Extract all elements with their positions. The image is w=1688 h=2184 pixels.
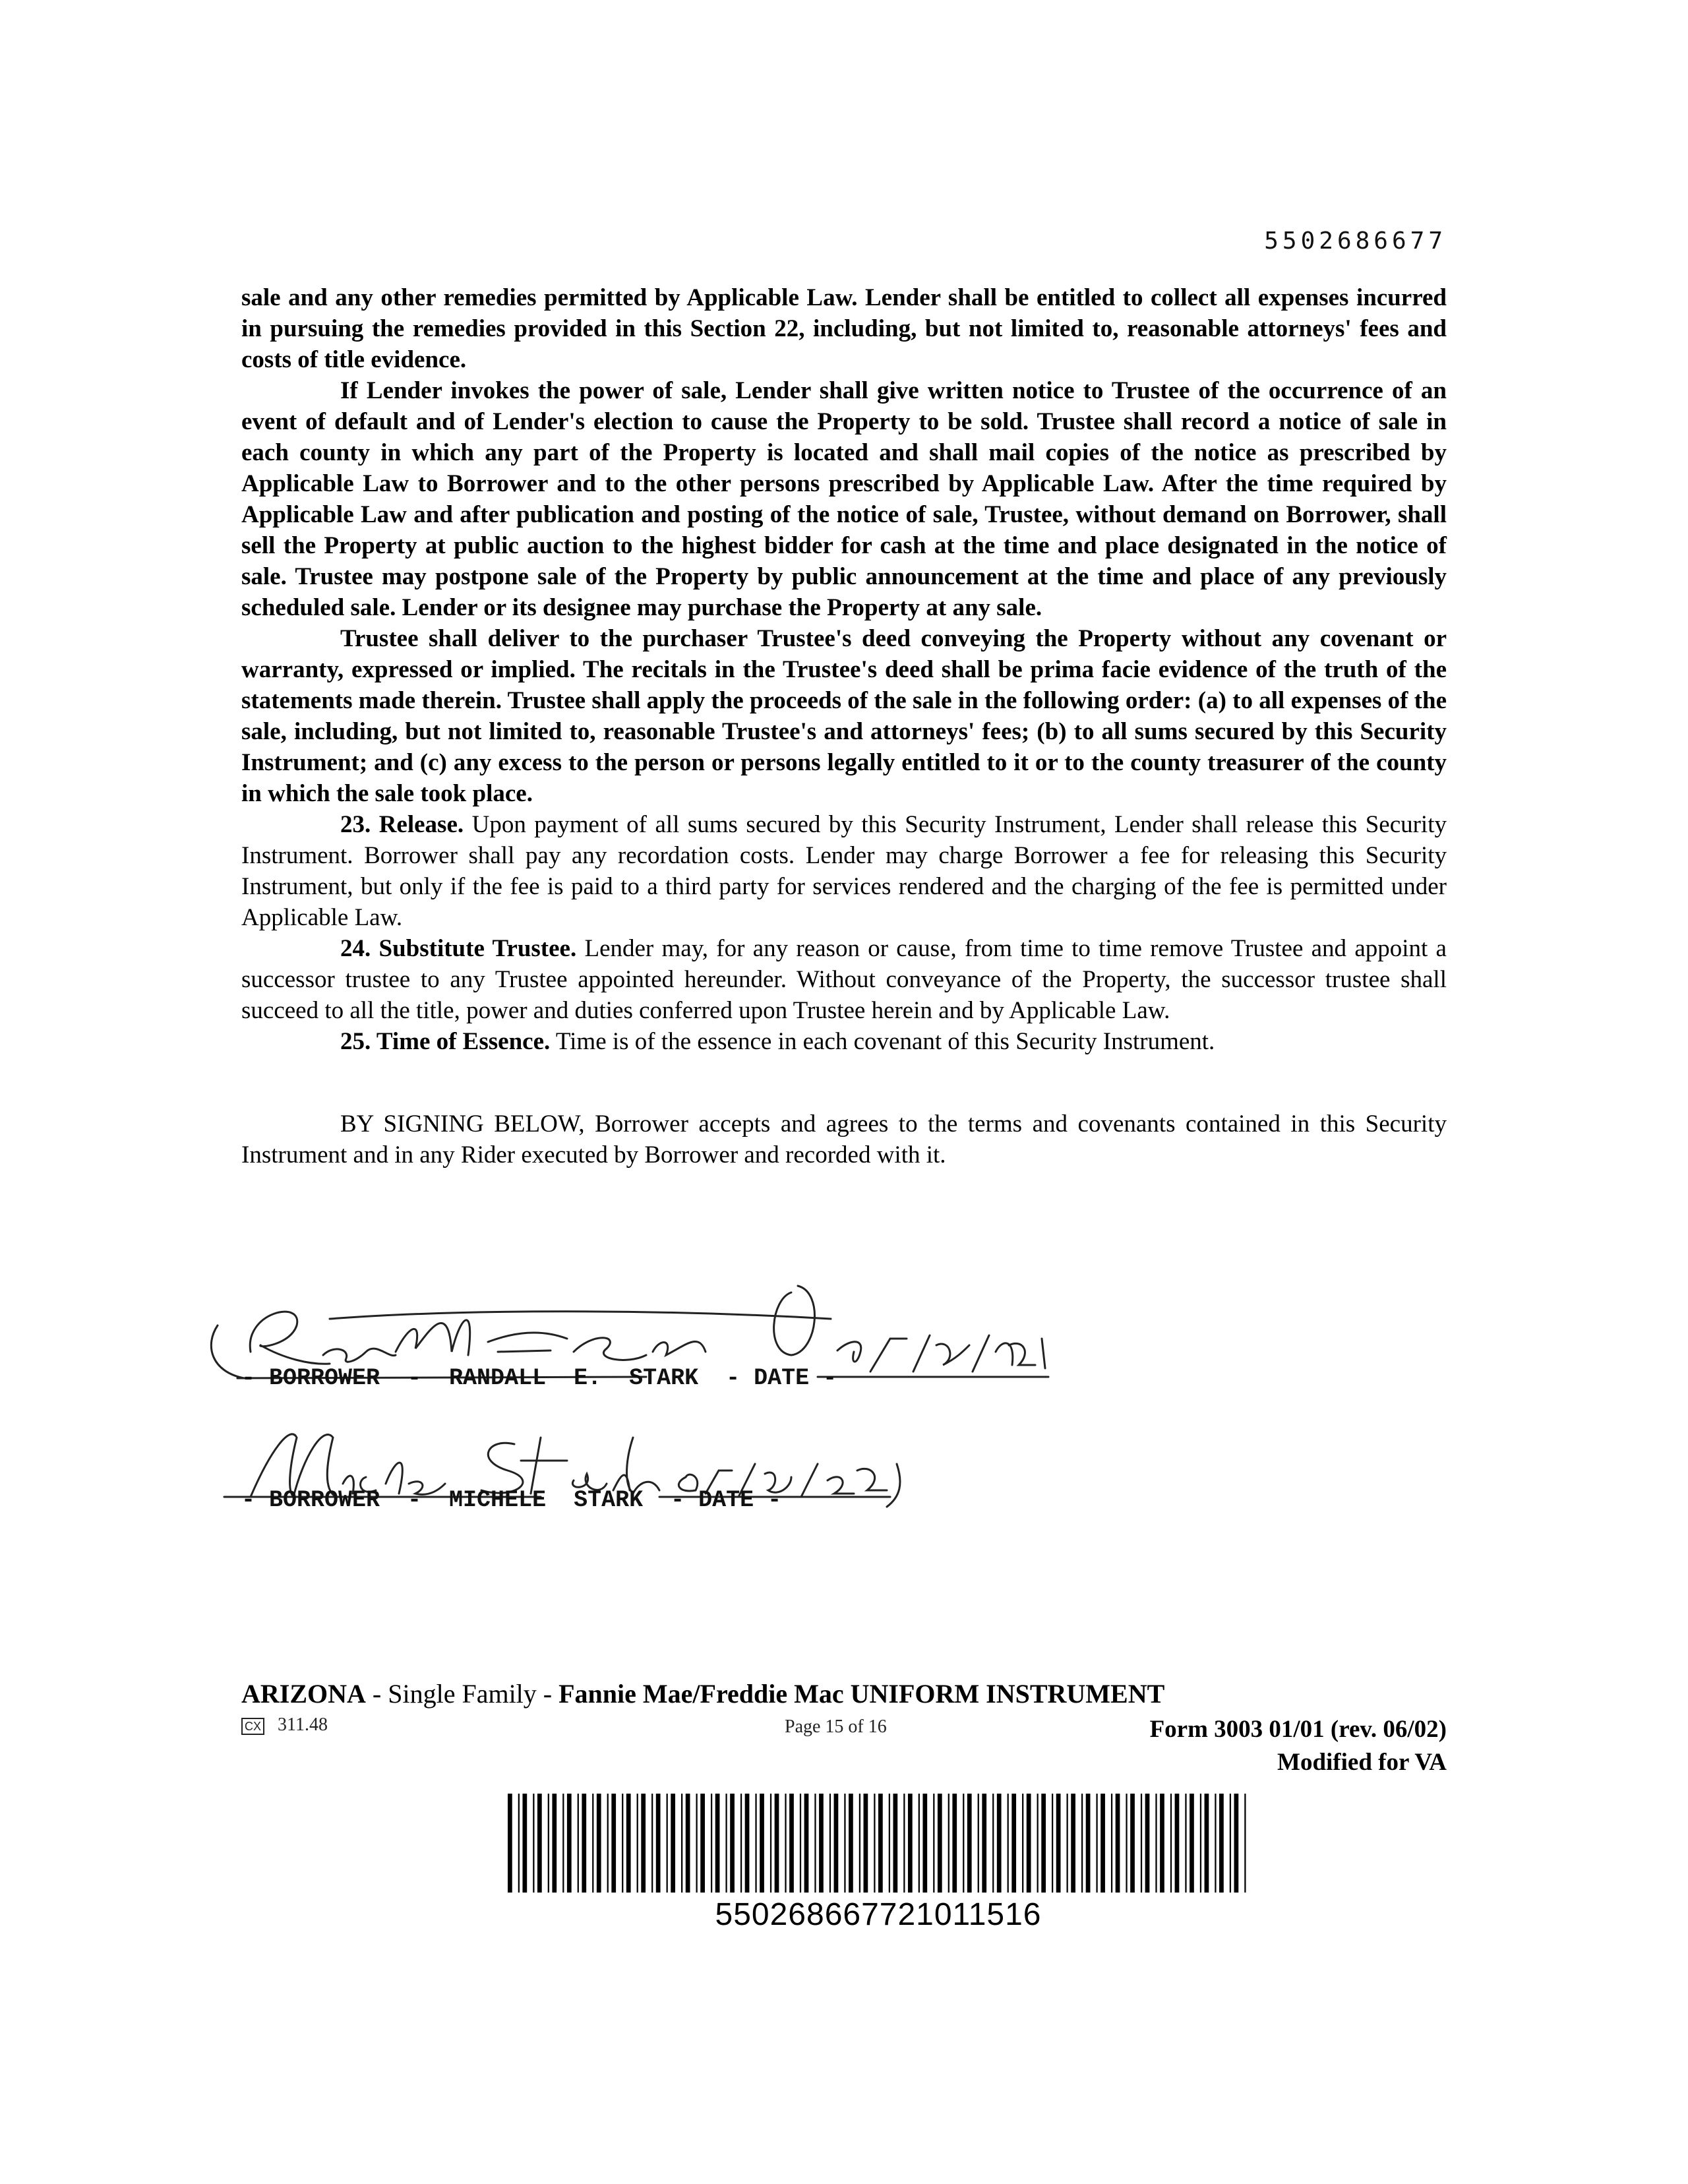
- barcode-bar: [755, 1794, 756, 1893]
- barcode-bar: [1175, 1794, 1180, 1893]
- barcode-bar: [1160, 1794, 1164, 1893]
- signature-caption-randall: - BORROWER - RANDALL E. STARK - DATE -: [241, 1365, 837, 1391]
- barcode-bar: [864, 1794, 868, 1893]
- barcode-bar: [814, 1794, 816, 1893]
- barcode-bar: [1071, 1794, 1075, 1893]
- barcode-bar: [578, 1794, 579, 1893]
- barcode-bar: [1052, 1794, 1053, 1893]
- footer-state: ARIZONA: [241, 1679, 366, 1709]
- barcode-bar: [997, 1794, 1002, 1893]
- barcode-bar: [785, 1794, 786, 1893]
- barcode-bar: [696, 1794, 698, 1893]
- paragraph-power-of-sale: If Lender invokes the power of sale, Lender shall give written notice to Trustee of the occurrence of an event of default and of Lender's election to cause the Property to be sold. Trustee shall record a notice of sale in each county in which any part of the Property is located and shall mail copies of the notice as prescribed by Applicable Law to Borrower and to the other persons prescribed by Applicable Law. After the time required by Applicable Law and after publication and posting of the notice of sale, Trustee, without demand on Borrower, shall sell the Property at public auction to the highest bidder for cash at the time and place designated in the notice of sale. Trustee may postpone sale of the Property by public announcement at the time and place of any previously scheduled sale. Lender or its designee may purchase the Property at any sale.: [241, 377, 1447, 621]
- barcode-bar: [1126, 1794, 1127, 1893]
- barcode-bar: [651, 1794, 653, 1893]
- signature-block-randall: [198, 1273, 1055, 1391]
- barcode-bar: [844, 1794, 845, 1893]
- barcode-bar: [1234, 1794, 1239, 1893]
- section-24-text: Lender may, for any reason or cause, from time to time remove Trustee and appoint a successor trustee to any Trustee appointed hereunder. Without conveyance of the Property, the successor trustee shall succeed to all the title, power and duties conferred upon Trustee herein and by Applicable Law.: [241, 935, 1447, 1024]
- barcode-bar: [1086, 1794, 1091, 1893]
- signature-caption-michele: - BORROWER - MICHELE STARK - DATE -: [241, 1487, 782, 1513]
- barcode-bar: [1200, 1794, 1201, 1893]
- barcode-bar: [552, 1794, 557, 1893]
- barcode-bar: [819, 1794, 824, 1893]
- barcode-bar: [715, 1794, 720, 1893]
- barcode-bar: [522, 1794, 527, 1893]
- barcode-bar: [711, 1794, 712, 1893]
- barcode-bar: [607, 1794, 609, 1893]
- barcode-bar: [992, 1794, 994, 1893]
- barcode-bar: [1008, 1794, 1009, 1893]
- barcode-bar: [1185, 1794, 1186, 1893]
- footer-program: Fannie Mae/Freddie Mac UNIFORM INSTRUMENT: [558, 1679, 1165, 1709]
- barcode-bar: [533, 1794, 534, 1893]
- barcode-bar: [1100, 1794, 1105, 1893]
- barcode-bar: [537, 1794, 542, 1893]
- footer-instrument-title: [241, 1678, 1164, 1709]
- barcode-bar: [1041, 1794, 1046, 1893]
- section-23-release: [241, 809, 1447, 933]
- barcode-bar: [982, 1794, 986, 1893]
- barcode-bar: [740, 1794, 742, 1893]
- barcode-bar: [1111, 1794, 1112, 1893]
- footer-form-code: [241, 1714, 328, 1736]
- signing-statement: BY SIGNING BELOW, Borrower accepts and agrees to the terms and covenants contained in this Security Instrument and in any Rider executed by Borrower and recorded with it.: [241, 1110, 1447, 1168]
- section-25-time-of-essence: [241, 1026, 1447, 1057]
- footer-separator: - Single Family -: [365, 1679, 559, 1709]
- barcode-bar: [1145, 1794, 1150, 1893]
- page-number: Page 15 of 16: [785, 1716, 887, 1737]
- barcode-bar: [508, 1794, 512, 1893]
- cx-logo-icon: CX: [241, 1718, 264, 1735]
- barcode-bar: [963, 1794, 964, 1893]
- barcode-bar: [933, 1794, 934, 1893]
- barcode-bar: [1219, 1794, 1224, 1893]
- barcode-bar: [1116, 1794, 1120, 1893]
- barcode-bar: [671, 1794, 675, 1893]
- barcode-bar: [667, 1794, 668, 1893]
- barcode-bar: [829, 1794, 831, 1893]
- barcode-bar: [745, 1794, 750, 1893]
- barcode-bar: [1155, 1794, 1157, 1893]
- body-text: [241, 282, 1447, 1170]
- barcode-bar: [725, 1794, 727, 1893]
- barcode-bar: [922, 1794, 927, 1893]
- barcode-bar: [948, 1794, 950, 1893]
- barcode-bar: [834, 1794, 839, 1893]
- paragraph-trustee-deed: Trustee shall deliver to the purchaser Trustee's deed conveying the Property without any covenant or warranty, expressed or implied. The recitals in the Trustee's deed shall be prima facie evidence of the truth of the statements made therein. Trustee shall apply the proceeds of the sale in the following order: (a) to all expenses of the sale, including, but not limited to, reasonable Trustee's and attorneys' fees; (b) to all sums secured by this Security Instrument; and (c) any excess to the person or persons legally entitled to it or to the county treasurer of the county in which the sale took place.: [241, 625, 1447, 807]
- footer-form-id: [1150, 1713, 1447, 1779]
- barcode-bar: [582, 1794, 586, 1893]
- barcode-bar: [681, 1794, 682, 1893]
- barcode-bar: [919, 1794, 920, 1893]
- section-25-text: Time is of the essence in each covenant of this Security Instrument.: [550, 1028, 1215, 1055]
- section-24-heading: 24. Substitute Trustee.: [340, 935, 577, 962]
- barcode-bar: [1130, 1794, 1135, 1893]
- barcode-bar: [562, 1794, 564, 1893]
- barcode-bar: [938, 1794, 942, 1893]
- barcode-bar: [775, 1794, 779, 1893]
- barcode-bar: [700, 1794, 705, 1893]
- barcode-bar: [789, 1794, 794, 1893]
- footer-code-number: 311.48: [278, 1714, 328, 1735]
- barcode-bar: [641, 1794, 646, 1893]
- barcode-bar: [656, 1794, 661, 1893]
- barcode-graphic: [508, 1794, 1249, 1893]
- barcode-bar: [967, 1794, 972, 1893]
- barcode-bar: [1215, 1794, 1216, 1893]
- barcode-bar: [1244, 1794, 1246, 1893]
- barcode-bar: [978, 1794, 979, 1893]
- paragraph-remedies: sale and any other remedies permitted by Applicable Law. Lender shall be entitled to collect all expenses incurred in pursuing the remedies provided in this Section 22, including, but not limited to, reasonable attorneys' fees and costs of title evidence.: [241, 284, 1447, 373]
- barcode-bar: [893, 1794, 897, 1893]
- barcode-bar: [1205, 1794, 1209, 1893]
- barcode-bar: [1230, 1794, 1231, 1893]
- form-modification: Modified for VA: [1277, 1749, 1447, 1776]
- section-24-substitute-trustee: [241, 933, 1447, 1026]
- signature-block-michele: [198, 1398, 1055, 1517]
- barcode-bar: [567, 1794, 572, 1893]
- section-23-text: Upon payment of all sums secured by this Security Instrument, Lender shall release this Security Instrument. Borrower shall pay any recordation costs. Lender may charge Borrower a fee for releasing this Security Instrument, but only if the fee is paid to a third party for services rendered and the charging of the fee is permitted under Applicable Law.: [241, 811, 1447, 931]
- barcode-bar: [874, 1794, 875, 1893]
- barcode-bar: [1056, 1794, 1061, 1893]
- barcode-bar: [849, 1794, 853, 1893]
- barcode-bar: [1022, 1794, 1023, 1893]
- barcode-bar: [1081, 1794, 1083, 1893]
- barcode-bar: [548, 1794, 549, 1893]
- barcode-bar: [908, 1794, 913, 1893]
- barcode-bar: [626, 1794, 631, 1893]
- barcode-bar: [903, 1794, 905, 1893]
- form-number: Form 3003 01/01 (rev. 06/02): [1149, 1716, 1447, 1743]
- barcode-number: 550268667721011516: [715, 1897, 1042, 1932]
- barcode-bar: [611, 1794, 616, 1893]
- barcode-bar: [800, 1794, 801, 1893]
- barcode-bar: [518, 1794, 520, 1893]
- barcode-bar: [686, 1794, 690, 1893]
- barcode-bar: [622, 1794, 623, 1893]
- barcode-bar: [889, 1794, 890, 1893]
- barcode-bar: [637, 1794, 638, 1893]
- barcode-bar: [592, 1794, 593, 1893]
- loan-number: 5502686677: [1264, 228, 1447, 255]
- barcode-bar: [1141, 1794, 1142, 1893]
- barcode-bar: [1096, 1794, 1097, 1893]
- barcode-bar: [597, 1794, 601, 1893]
- barcode-bar: [952, 1794, 957, 1893]
- barcode-bar: [804, 1794, 809, 1893]
- barcode-bar: [1027, 1794, 1031, 1893]
- barcode-bar: [1011, 1794, 1016, 1893]
- barcode-bar: [770, 1794, 771, 1893]
- barcode-bar: [760, 1794, 764, 1893]
- section-25-heading: 25. Time of Essence.: [340, 1028, 551, 1055]
- barcode-bar: [878, 1794, 883, 1893]
- barcode-bar: [730, 1794, 735, 1893]
- barcode-bar: [1067, 1794, 1068, 1893]
- barcode-bar: [1170, 1794, 1172, 1893]
- barcode-bar: [1037, 1794, 1039, 1893]
- section-23-heading: 23. Release.: [340, 811, 464, 838]
- barcode-bar: [1190, 1794, 1194, 1893]
- barcode-bar: [859, 1794, 860, 1893]
